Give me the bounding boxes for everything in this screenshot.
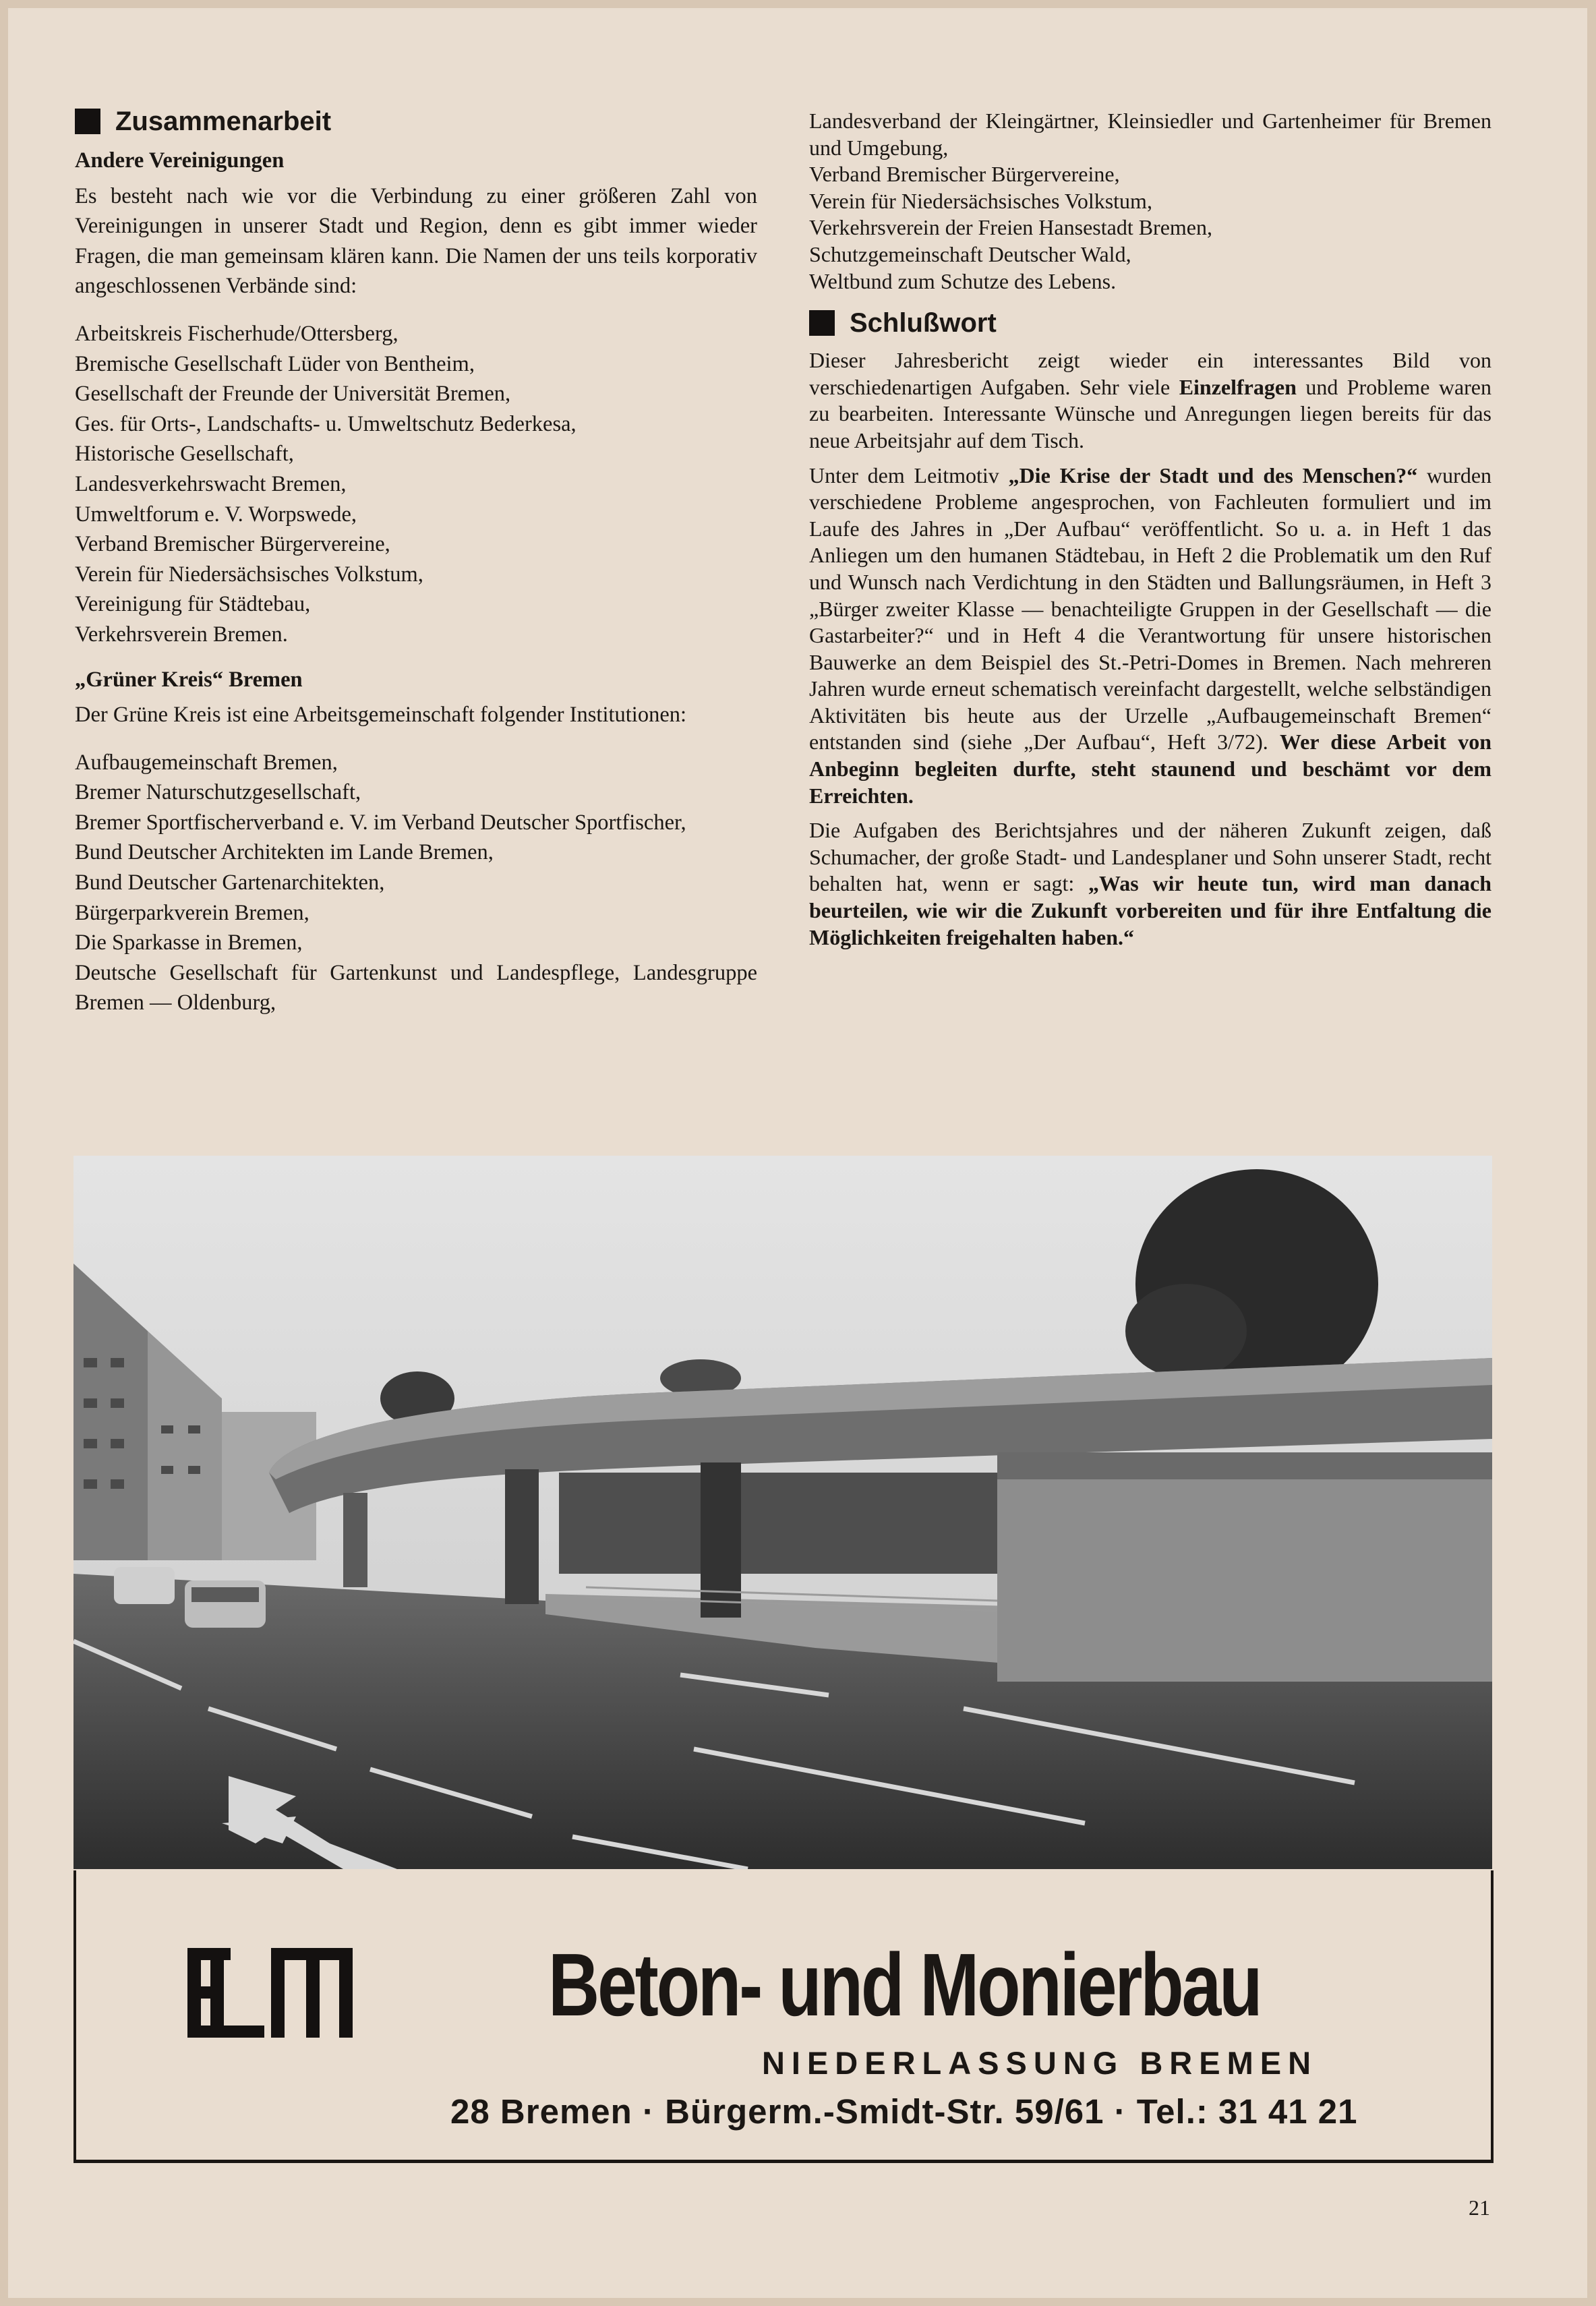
section-heading-zusammenarbeit: Zusammenarbeit <box>75 102 757 140</box>
photo-illustration <box>73 1156 1492 1869</box>
list-item: Verein für Niedersächsisches Volkstum, <box>75 562 423 587</box>
page-number: 21 <box>1469 2195 1490 2220</box>
document-page <box>8 8 1587 2298</box>
branch-name: NIEDERLASSUNG BREMEN <box>761 2045 1318 2081</box>
list-item: Landesverkehrswacht Bremen, <box>75 471 347 496</box>
list-item: Verband Bremischer Bürgervereine, <box>75 532 390 557</box>
square-bullet-icon <box>809 310 835 336</box>
list-item: Umweltforum e. V. Worpswede, <box>75 502 357 527</box>
list-item: Vereinigung für Städtebau, <box>75 592 311 617</box>
list-item: Die Sparkasse in Bremen, <box>75 930 303 955</box>
list-item: Verkehrsverein der Freien Hansestadt Bremen, <box>809 215 1212 240</box>
gruener-kreis-intro: Der Grüne Kreis ist eine Arbeitsgemeinschaft folgender Institutionen: <box>75 703 687 728</box>
right-column <box>809 108 1491 959</box>
schlusswort-paragraph-3: Die Aufgaben des Berichtsjahres und der näheren Zukunft zeigen, daß Schumacher, der große Stadt- und Landesplaner und Sohn unserer Stadt, recht behalten hat, wenn er sagt: „Was wir heute tun, wird man danach beurteilen, wie wir die Zukunft vorbereiten und für ihre Entfaltung die Möglichkeiten freigehalten haben.“ <box>809 818 1492 949</box>
list-item: Schutzgemeinschaft Deutscher Wald, <box>809 241 1131 266</box>
list-item: Bremer Naturschutzgesellschaft, <box>75 780 361 805</box>
list-item: Bund Deutscher Architekten im Lande Bremen, <box>75 840 494 865</box>
intro-paragraph: Es besteht nach wie vor die Verbindung zu einer größeren Zahl von Vereinigungen in unserer Stadt und Region, denn es gibt immer wieder Fragen, die man gemeinsam klären kann. Die Namen der uns teils korporativ angeschlossenen Verbände sind: <box>75 183 757 299</box>
list-item: Verband Bremischer Bürgervereine, <box>809 162 1120 187</box>
list-item: Deutsche Gesellschaft für Gartenkunst und Landespflege, Landesgruppe Bremen — Oldenburg, <box>75 960 757 1015</box>
list-item: Bund Deutscher Gartenarchitekten, <box>75 870 385 895</box>
list-item: Bremische Gesellschaft Lüder von Bentheim, <box>75 351 475 376</box>
institution-list <box>75 748 757 1018</box>
schlusswort-paragraph-1: Dieser Jahresbericht zeigt wieder ein interessantes Bild von verschiedenartigen Aufgaben. Sehr viele Einzelfragen und Probleme waren zu bearbeiten. Interessante Wünsche und Anregungen liegen bereits für das neue Arbeitsjahr auf dem Tisch. <box>809 348 1492 452</box>
list-item: Verein für Niedersächsisches Volkstum, <box>809 188 1152 213</box>
photo-elevated-roadway <box>73 1156 1492 1869</box>
company-logo-icon <box>187 1948 353 2038</box>
company-address: 28 Bremen · Bürgerm.-Smidt-Str. 59/61 · Tel.: 31 41 21 <box>450 2092 1358 2131</box>
subheading-gruener-kreis: „Grüner Kreis“ Bremen <box>75 667 303 692</box>
list-item: Bremer Sportfischerverband e. V. im Verband Deutscher Sportfischer, <box>75 810 686 835</box>
subheading-andere-vereinigungen: Andere Vereinigungen <box>75 148 285 173</box>
section-heading-schlusswort: Schlußwort <box>809 304 1491 342</box>
company-name: Beton- und Monierbau <box>548 1935 1261 2034</box>
advertisement-block <box>73 1870 1494 2163</box>
institution-list-continued <box>809 108 1491 295</box>
list-item: Ges. für Orts-, Landschafts- u. Umweltschutz Bederkesa, <box>75 411 577 436</box>
list-item: Gesellschaft der Freunde der Universität Bremen, <box>75 382 511 407</box>
list-item: Weltbund zum Schutze des Lebens. <box>809 268 1117 293</box>
list-item: Bürgerparkverein Bremen, <box>75 900 309 925</box>
list-item: Historische Gesellschaft, <box>75 442 294 467</box>
schlusswort-paragraph-2: Unter dem Leitmotiv „Die Krise der Stadt und des Menschen?“ wurden verschiedene Probleme angesprochen, von Fachleuten formuliert und im Laufe des Jahres in „Der Aufbau“ veröffentlicht. So u. a. in Heft 1 das Anliegen um den humanen Städtebau, in Heft 2 die Problematik um den Ruf und Wunsch nach Verdichtung in den Städten und Ballungsräumen, in Heft 3 „Bürger zweiter Klasse — benachteiligte Gruppen in der Gesellschaft — die Gastarbeiter?“ und in Heft 4 die Verantwortung für unsere historischen Bauwerke an dem Beispiel des St.-Petri-Domes in Bremen. Nach mehreren Jahren wurde erneut schematisch vereinfacht dargestellt, welche selbständigen Aktivitäten bis heute aus der Urzelle „Aufbaugemeinschaft Bremen“ entstanden sind (siehe „Der Aufbau“, Heft 3/72). Wer diese Arbeit von Anbeginn begleiten durfte, steht staunend und beschämt vor dem Erreichten. <box>809 463 1492 808</box>
list-item: Landesverband der Kleingärtner, Kleinsiedler und Gartenheimer für Bremen und Umgebung, <box>809 109 1491 160</box>
list-item: Arbeitskreis Fischerhude/Ottersberg, <box>75 321 398 346</box>
list-item: Verkehrsverein Bremen. <box>75 622 288 647</box>
left-column <box>75 102 757 1018</box>
association-list <box>75 319 757 650</box>
square-bullet-icon <box>75 109 100 134</box>
list-item: Aufbaugemeinschaft Bremen, <box>75 750 338 775</box>
